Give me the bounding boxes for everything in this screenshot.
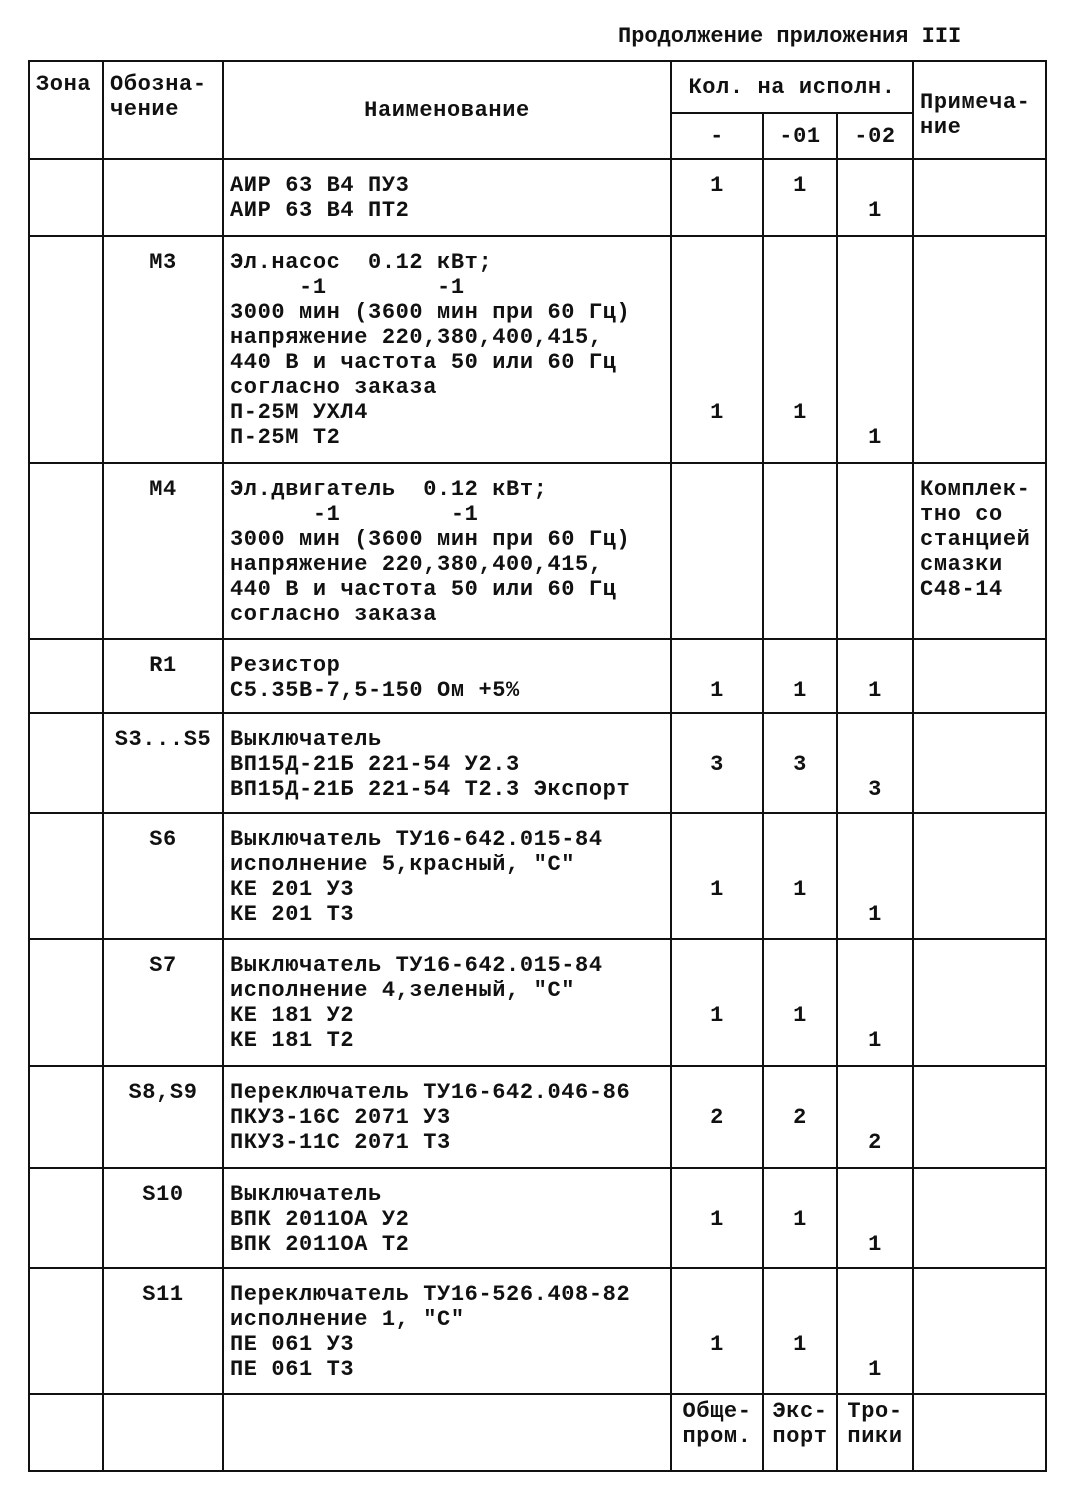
qty-02-cell (837, 713, 913, 813)
header-zone: Зона (29, 61, 103, 159)
note-line: Комплек- (920, 477, 1031, 502)
qty-base-cell (671, 1168, 763, 1268)
name-line: ПКУ3-16С 2071 У3 (230, 1105, 451, 1130)
qty-value (672, 827, 762, 852)
qty-value (672, 727, 762, 752)
qty-value (838, 877, 912, 902)
designation-cell: S11 (103, 1268, 223, 1394)
qty-base-cell (671, 1066, 763, 1168)
qty-value (838, 400, 912, 425)
qty-01-cell (763, 939, 837, 1066)
qty-value (672, 1282, 762, 1307)
qty-value (672, 653, 762, 678)
designation-cell: S7 (103, 939, 223, 1066)
name-line: С5.35В-7,5-150 Ом +5% (230, 678, 520, 703)
note-cell (913, 1168, 1046, 1268)
name-cell (223, 1394, 671, 1471)
name-line: ПКУ3-11С 2071 Т3 (230, 1130, 451, 1155)
name-cell (223, 159, 671, 236)
qty-value: 1 (793, 173, 807, 198)
table-row (29, 463, 1046, 639)
note-cell (913, 159, 1046, 236)
qty-value: 3 (793, 752, 807, 777)
qty-value (838, 1207, 912, 1232)
name-cell (223, 1066, 671, 1168)
qty-value (764, 978, 836, 1003)
qty-value (764, 275, 836, 300)
qty-01-cell (763, 236, 837, 463)
qty-01-cell (763, 813, 837, 939)
qty-value: 3 (710, 752, 724, 777)
name-line: АИР 63 В4 ПУ3 (230, 173, 410, 198)
note-cell (913, 463, 1046, 639)
header-designation-line: Обозна- (110, 72, 207, 97)
qty-value (672, 1357, 762, 1382)
qty-value (764, 902, 836, 927)
name-line: исполнение 5,красный, "С" (230, 852, 576, 877)
qty-value (838, 953, 912, 978)
designation-cell: М3 (103, 236, 223, 463)
qty-value: Обще- (682, 1399, 752, 1424)
designation-cell: S3...S5 (103, 713, 223, 813)
table-row (29, 939, 1046, 1066)
note-cell (913, 713, 1046, 813)
qty-value (838, 375, 912, 400)
note-line: станцией (920, 527, 1031, 552)
qty-01-cell (763, 463, 837, 639)
qty-value (672, 978, 762, 1003)
qty-value: 1 (868, 678, 882, 703)
name-line: ВПК 2011ОА У2 (230, 1207, 410, 1232)
qty-value (672, 300, 762, 325)
qty-value (672, 275, 762, 300)
name-cell (223, 639, 671, 713)
qty-02-cell (837, 1268, 913, 1394)
name-line: Резистор (230, 653, 341, 678)
header-designation (103, 61, 223, 159)
qty-value (672, 250, 762, 275)
qty-value (672, 1130, 762, 1155)
qty-value (672, 852, 762, 877)
qty-value (838, 350, 912, 375)
qty-value: пики (847, 1424, 903, 1449)
header-row (29, 61, 1046, 113)
name-line: 440 В и частота 50 или 60 Гц (230, 350, 617, 375)
qty-value: 1 (710, 678, 724, 703)
designation-cell (103, 159, 223, 236)
header-qty-group: Кол. на исполн. (671, 61, 913, 113)
qty-value: 2 (793, 1105, 807, 1130)
qty-value: порт (772, 1424, 828, 1449)
note-line: тно со (920, 502, 1003, 527)
table-row (29, 1168, 1046, 1268)
qty-value: Экс- (772, 1399, 828, 1424)
qty-base-cell (671, 236, 763, 463)
name-cell (223, 236, 671, 463)
designation-cell: S8,S9 (103, 1066, 223, 1168)
qty-value (672, 1307, 762, 1332)
qty-value (764, 250, 836, 275)
qty-value: 1 (868, 425, 882, 450)
qty-base-cell (671, 639, 763, 713)
name-line: Переключатель ТУ16-642.046-86 (230, 1080, 631, 1105)
name-line: согласно заказа (230, 375, 438, 400)
name-cell (223, 713, 671, 813)
qty-value: 1 (868, 198, 882, 223)
qty-value (838, 978, 912, 1003)
qty-value: 1 (793, 400, 807, 425)
qty-value (672, 902, 762, 927)
qty-value (838, 827, 912, 852)
qty-value (672, 198, 762, 223)
name-line: 3000 мин (3600 мин при 60 Гц) (230, 527, 631, 552)
qty-value (764, 375, 836, 400)
qty-value (764, 1282, 836, 1307)
qty-value (838, 300, 912, 325)
qty-value (764, 1028, 836, 1053)
name-cell (223, 1168, 671, 1268)
qty-value: 1 (710, 1207, 724, 1232)
qty-value (764, 1182, 836, 1207)
qty-value (838, 1282, 912, 1307)
qty-value (764, 653, 836, 678)
qty-value (764, 1357, 836, 1382)
qty-value (838, 727, 912, 752)
note-line: С48-14 (920, 577, 1003, 602)
qty-value (672, 425, 762, 450)
qty-value: 1 (868, 902, 882, 927)
name-line: Выключатель (230, 727, 382, 752)
qty-base-cell (671, 1268, 763, 1394)
qty-value (672, 350, 762, 375)
name-cell (223, 1268, 671, 1394)
qty-01-cell (763, 1066, 837, 1168)
qty-02-cell (837, 939, 913, 1066)
zone-cell (29, 159, 103, 236)
name-line: -1 -1 (230, 275, 465, 300)
qty-value: 1 (793, 1332, 807, 1357)
qty-02-cell (837, 236, 913, 463)
qty-base-cell (671, 939, 763, 1066)
designation-cell: S10 (103, 1168, 223, 1268)
qty-value (838, 325, 912, 350)
qty-base-cell (671, 1394, 763, 1471)
footer-row (29, 1394, 1046, 1471)
qty-value (764, 325, 836, 350)
zone-cell (29, 813, 103, 939)
qty-value: 1 (793, 678, 807, 703)
name-line: напряжение 220,380,400,415, (230, 552, 603, 577)
qty-value: 1 (868, 1232, 882, 1257)
table-row (29, 159, 1046, 236)
qty-value (764, 425, 836, 450)
qty-value (764, 1307, 836, 1332)
table-row (29, 1066, 1046, 1168)
qty-value (838, 173, 912, 198)
note-cell (913, 1066, 1046, 1168)
qty-value (838, 1182, 912, 1207)
qty-value (764, 1130, 836, 1155)
qty-value (764, 777, 836, 802)
note-cell (913, 1268, 1046, 1394)
qty-value (838, 752, 912, 777)
note-line: смазки (920, 552, 1003, 577)
name-line: исполнение 1, "С" (230, 1307, 465, 1332)
name-line: ПЕ 061 Т3 (230, 1357, 355, 1382)
note-cell (913, 639, 1046, 713)
header-qty-02: -02 (837, 113, 913, 159)
name-line: КЕ 201 У3 (230, 877, 355, 902)
header-designation-line: чение (110, 97, 180, 122)
qty-value: 1 (793, 1003, 807, 1028)
qty-value (672, 375, 762, 400)
qty-value (838, 1307, 912, 1332)
qty-value (764, 300, 836, 325)
note-cell (913, 939, 1046, 1066)
designation-cell: М4 (103, 463, 223, 639)
name-line: напряжение 220,380,400,415, (230, 325, 603, 350)
qty-01-cell (763, 639, 837, 713)
qty-value: пром. (682, 1424, 752, 1449)
qty-value (672, 1232, 762, 1257)
zone-cell (29, 1168, 103, 1268)
page-caption: Продолжение приложения III (618, 24, 962, 49)
header-note (913, 61, 1046, 159)
zone-cell (29, 1066, 103, 1168)
designation-cell: S6 (103, 813, 223, 939)
name-line: ПЕ 061 У3 (230, 1332, 355, 1357)
qty-02-cell (837, 1394, 913, 1471)
qty-value: Тро- (847, 1399, 903, 1424)
header-note-line: Примеча- (920, 90, 1031, 115)
qty-value: 1 (710, 173, 724, 198)
qty-02-cell (837, 159, 913, 236)
qty-value: 1 (868, 1028, 882, 1053)
name-cell (223, 463, 671, 639)
qty-value (838, 852, 912, 877)
qty-value (838, 653, 912, 678)
qty-value (764, 953, 836, 978)
name-line: Переключатель ТУ16-526.408-82 (230, 1282, 631, 1307)
name-line: исполнение 4,зеленый, "С" (230, 978, 576, 1003)
qty-01-cell (763, 1268, 837, 1394)
qty-value (764, 198, 836, 223)
name-line: согласно заказа (230, 602, 438, 627)
name-line: ВП15Д-21Б 221-54 Т2.3 Экспорт (230, 777, 631, 802)
qty-value: 2 (868, 1130, 882, 1155)
name-line: Выключатель (230, 1182, 382, 1207)
qty-01-cell (763, 1394, 837, 1471)
note-cell (913, 813, 1046, 939)
qty-value: 2 (710, 1105, 724, 1130)
zone-cell (29, 1268, 103, 1394)
table-row (29, 1268, 1046, 1394)
qty-value (838, 250, 912, 275)
name-line: ВП15Д-21Б 221-54 У2.3 (230, 752, 520, 777)
name-line: П-25М Т2 (230, 425, 341, 450)
qty-01-cell (763, 1168, 837, 1268)
name-line: КЕ 201 Т3 (230, 902, 355, 927)
qty-base-cell (671, 813, 763, 939)
qty-01-cell (763, 159, 837, 236)
qty-value (764, 1080, 836, 1105)
name-line: ВПК 2011ОА Т2 (230, 1232, 410, 1257)
qty-value (764, 350, 836, 375)
name-line: Эл.насос 0.12 кВт; (230, 250, 493, 275)
note-cell (913, 1394, 1046, 1471)
qty-02-cell (837, 463, 913, 639)
qty-value: 1 (793, 1207, 807, 1232)
name-line: КЕ 181 У2 (230, 1003, 355, 1028)
qty-02-cell (837, 639, 913, 713)
table-row (29, 713, 1046, 813)
qty-value: 1 (710, 1332, 724, 1357)
name-line: Выключатель ТУ16-642.015-84 (230, 953, 603, 978)
qty-value: 1 (710, 1003, 724, 1028)
note-cell (913, 236, 1046, 463)
qty-value (838, 1080, 912, 1105)
qty-value (838, 1003, 912, 1028)
name-cell (223, 939, 671, 1066)
qty-value (838, 275, 912, 300)
name-cell (223, 813, 671, 939)
qty-value: 1 (868, 1357, 882, 1382)
name-line: АИР 63 В4 ПТ2 (230, 198, 410, 223)
header-qty-01: -01 (763, 113, 837, 159)
qty-base-cell (671, 713, 763, 813)
qty-value (672, 1182, 762, 1207)
qty-value (672, 777, 762, 802)
zone-cell (29, 639, 103, 713)
qty-value (838, 1332, 912, 1357)
designation-cell: R1 (103, 639, 223, 713)
zone-cell (29, 713, 103, 813)
name-line: Эл.двигатель 0.12 кВт; (230, 477, 548, 502)
qty-value (764, 1232, 836, 1257)
name-line: -1 -1 (230, 502, 479, 527)
name-line: 440 В и частота 50 или 60 Гц (230, 577, 617, 602)
qty-value (764, 852, 836, 877)
qty-value: 1 (710, 877, 724, 902)
qty-02-cell (837, 1066, 913, 1168)
qty-02-cell (837, 1168, 913, 1268)
name-line: П-25М УХЛ4 (230, 400, 369, 425)
table-row (29, 813, 1046, 939)
qty-value: 1 (710, 400, 724, 425)
zone-cell (29, 463, 103, 639)
qty-base-cell (671, 159, 763, 236)
qty-value (672, 1080, 762, 1105)
table-row (29, 236, 1046, 463)
qty-value (764, 827, 836, 852)
zone-cell (29, 939, 103, 1066)
qty-value: 3 (868, 777, 882, 802)
header-note-line: ние (920, 115, 962, 140)
qty-base-cell (671, 463, 763, 639)
qty-01-cell (763, 713, 837, 813)
qty-value (672, 1028, 762, 1053)
zone-cell (29, 236, 103, 463)
spec-table (28, 60, 1047, 1472)
qty-value (672, 325, 762, 350)
designation-cell (103, 1394, 223, 1471)
name-line: Выключатель ТУ16-642.015-84 (230, 827, 603, 852)
qty-value (838, 1105, 912, 1130)
qty-value (672, 953, 762, 978)
qty-value (764, 727, 836, 752)
name-line: КЕ 181 Т2 (230, 1028, 355, 1053)
zone-cell (29, 1394, 103, 1471)
qty-02-cell (837, 813, 913, 939)
qty-value: 1 (793, 877, 807, 902)
header-name: Наименование (223, 61, 671, 159)
table-row (29, 639, 1046, 713)
header-qty-base: - (671, 113, 763, 159)
name-line: 3000 мин (3600 мин при 60 Гц) (230, 300, 631, 325)
